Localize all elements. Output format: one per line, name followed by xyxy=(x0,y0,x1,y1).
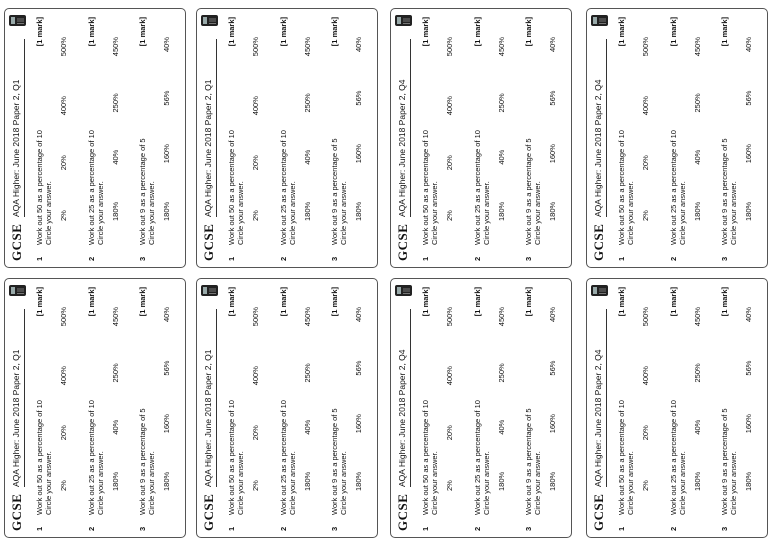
answer-option[interactable]: 2% xyxy=(251,480,260,491)
answer-option[interactable]: 160% xyxy=(162,414,171,434)
answer-option[interactable]: 400% xyxy=(251,96,260,116)
question-text: Work out 50 as a percentage of 10 xyxy=(617,400,626,515)
answer-option[interactable]: 250% xyxy=(497,363,506,383)
question-instruction: Circle your answer. xyxy=(533,451,542,515)
answer-option[interactable]: 20% xyxy=(641,425,650,441)
answer-option[interactable]: 40% xyxy=(354,307,363,323)
card-header xyxy=(395,285,413,531)
question-instruction: Circle your answer. xyxy=(482,451,491,515)
mark-label: [1 mark] xyxy=(279,17,288,47)
question-instruction: Circle your answer. xyxy=(44,181,53,245)
mark-label: [1 mark] xyxy=(473,17,482,47)
answer-option[interactable]: 180% xyxy=(111,201,120,221)
question-instruction: Circle your answer. xyxy=(678,181,687,245)
answer-options xyxy=(445,37,454,221)
answer-option[interactable]: 56% xyxy=(354,360,363,376)
answer-option[interactable]: 180% xyxy=(693,471,702,491)
answer-options xyxy=(744,37,753,221)
answer-options xyxy=(162,307,171,491)
answer-option[interactable]: 450% xyxy=(111,37,120,57)
answer-option[interactable]: 40% xyxy=(693,149,702,165)
question-number: 3 xyxy=(330,526,339,531)
question-number: 2 xyxy=(87,256,96,261)
question-instruction: Circle your answer. xyxy=(96,451,105,515)
answer-options xyxy=(641,307,650,491)
answer-options xyxy=(548,307,557,491)
answer-option[interactable]: 180% xyxy=(303,471,312,491)
card-header xyxy=(395,15,413,261)
answer-option[interactable]: 400% xyxy=(59,96,68,116)
mark-label: [1 mark] xyxy=(524,287,533,317)
answer-option[interactable]: 450% xyxy=(303,307,312,327)
question-text: Work out 25 as a percentage of 10 xyxy=(669,400,678,515)
answer-option[interactable]: 250% xyxy=(111,363,120,383)
question-card xyxy=(586,278,768,538)
answer-option[interactable]: 180% xyxy=(303,201,312,221)
question-text: Work out 25 as a percentage of 10 xyxy=(473,130,482,245)
answer-option[interactable]: 160% xyxy=(744,144,753,164)
answer-option[interactable]: 2% xyxy=(59,210,68,221)
mark-label: [1 mark] xyxy=(473,287,482,317)
calculator-icon xyxy=(591,285,608,296)
answer-option[interactable]: 40% xyxy=(693,419,702,435)
mark-label: [1 mark] xyxy=(720,287,729,317)
question-instruction: Circle your answer. xyxy=(44,451,53,515)
header-divider xyxy=(606,39,607,217)
question-instruction: Circle your answer. xyxy=(339,451,348,515)
answer-option[interactable]: 180% xyxy=(744,201,753,221)
answer-option[interactable]: 400% xyxy=(59,366,68,386)
question-instruction: Circle your answer. xyxy=(430,181,439,245)
answer-option[interactable]: 20% xyxy=(445,155,454,171)
question-number: 3 xyxy=(524,526,533,531)
question-instruction: Circle your answer. xyxy=(430,451,439,515)
question-instruction: Circle your answer. xyxy=(533,181,542,245)
answer-option[interactable]: 56% xyxy=(744,360,753,376)
answer-option[interactable]: 40% xyxy=(497,419,506,435)
answer-option[interactable]: 56% xyxy=(548,360,557,376)
header-divider xyxy=(216,309,217,487)
answer-option[interactable]: 2% xyxy=(445,480,454,491)
answer-option[interactable]: 40% xyxy=(354,37,363,53)
question-text: Work out 25 as a percentage of 10 xyxy=(473,400,482,515)
question-text: Work out 9 as a percentage of 5 xyxy=(524,408,533,515)
question-number: 2 xyxy=(279,526,288,531)
calculator-icon xyxy=(201,15,218,26)
question-instruction: Circle your answer. xyxy=(147,451,156,515)
header-divider xyxy=(24,39,25,217)
question-card xyxy=(4,278,186,538)
answer-option[interactable]: 40% xyxy=(497,149,506,165)
answer-option[interactable]: 180% xyxy=(162,471,171,491)
answer-option[interactable]: 500% xyxy=(251,307,260,327)
exam-source: AQA Higher: June 2018 Paper 2, Q4 xyxy=(397,79,407,217)
question-text: Work out 25 as a percentage of 10 xyxy=(279,400,288,515)
answer-option[interactable]: 400% xyxy=(641,96,650,116)
answer-option[interactable]: 20% xyxy=(59,425,68,441)
calculator-icon xyxy=(591,15,608,26)
question-number: 2 xyxy=(473,526,482,531)
question-text: Work out 50 as a percentage of 10 xyxy=(35,130,44,245)
mark-label: [1 mark] xyxy=(330,287,339,317)
answer-option[interactable]: 40% xyxy=(303,149,312,165)
question-number: 1 xyxy=(35,256,44,261)
question-instruction: Circle your answer. xyxy=(288,451,297,515)
header-divider xyxy=(410,309,411,487)
answer-option[interactable]: 160% xyxy=(354,144,363,164)
question-instruction: Circle your answer. xyxy=(729,181,738,245)
answer-option[interactable]: 160% xyxy=(548,414,557,434)
answer-option[interactable]: 40% xyxy=(744,37,753,53)
answer-option[interactable]: 180% xyxy=(548,201,557,221)
answer-option[interactable]: 500% xyxy=(641,307,650,327)
answer-option[interactable]: 450% xyxy=(497,307,506,327)
question-number: 2 xyxy=(279,256,288,261)
question-text: Work out 9 as a percentage of 5 xyxy=(138,138,147,245)
calculator-icon xyxy=(9,15,26,26)
mark-label: [1 mark] xyxy=(35,17,44,47)
answer-option[interactable]: 180% xyxy=(162,201,171,221)
answer-option[interactable]: 180% xyxy=(548,471,557,491)
answer-options xyxy=(354,37,363,221)
question-text: Work out 9 as a percentage of 5 xyxy=(330,408,339,515)
answer-option[interactable]: 2% xyxy=(445,210,454,221)
question-card xyxy=(586,8,768,268)
answer-option[interactable]: 180% xyxy=(497,201,506,221)
mark-label: [1 mark] xyxy=(138,287,147,317)
answer-option[interactable]: 450% xyxy=(111,307,120,327)
calculator-icon xyxy=(395,285,412,296)
answer-option[interactable]: 40% xyxy=(303,419,312,435)
question-number: 2 xyxy=(87,526,96,531)
question-instruction: Circle your answer. xyxy=(678,451,687,515)
answer-option[interactable]: 56% xyxy=(162,90,171,106)
card-header xyxy=(201,285,219,531)
answer-options xyxy=(445,307,454,491)
question-number: 3 xyxy=(720,526,729,531)
question-text: Work out 50 as a percentage of 10 xyxy=(421,400,430,515)
question-number: 3 xyxy=(720,256,729,261)
question-instruction: Circle your answer. xyxy=(288,181,297,245)
gcse-logo: GCSE xyxy=(591,493,606,531)
question-text: Work out 9 as a percentage of 5 xyxy=(524,138,533,245)
answer-option[interactable]: 20% xyxy=(641,155,650,171)
answer-option[interactable]: 450% xyxy=(693,37,702,57)
question-number: 2 xyxy=(669,526,678,531)
question-text: Work out 50 as a percentage of 10 xyxy=(227,130,236,245)
mark-label: [1 mark] xyxy=(720,17,729,47)
answer-options xyxy=(548,37,557,221)
question-text: Work out 9 as a percentage of 5 xyxy=(720,408,729,515)
answer-option[interactable]: 40% xyxy=(548,37,557,53)
gcse-logo: GCSE xyxy=(201,223,216,261)
calculator-icon xyxy=(395,15,412,26)
question-text: Work out 50 as a percentage of 10 xyxy=(421,130,430,245)
header-divider xyxy=(606,309,607,487)
answer-option[interactable]: 180% xyxy=(744,471,753,491)
question-instruction: Circle your answer. xyxy=(626,181,635,245)
question-number: 3 xyxy=(524,256,533,261)
question-instruction: Circle your answer. xyxy=(729,451,738,515)
answer-options xyxy=(354,307,363,491)
answer-option[interactable]: 250% xyxy=(111,93,120,113)
card-header xyxy=(9,285,27,531)
exam-source: AQA Higher: June 2018 Paper 2, Q1 xyxy=(11,349,21,487)
question-text: Work out 50 as a percentage of 10 xyxy=(227,400,236,515)
question-text: Work out 9 as a percentage of 5 xyxy=(330,138,339,245)
answer-option[interactable]: 180% xyxy=(111,471,120,491)
mark-label: [1 mark] xyxy=(227,287,236,317)
answer-option[interactable]: 56% xyxy=(744,90,753,106)
answer-options xyxy=(744,307,753,491)
gcse-logo: GCSE xyxy=(591,223,606,261)
answer-option[interactable]: 500% xyxy=(59,37,68,57)
calculator-icon xyxy=(9,285,26,296)
question-instruction: Circle your answer. xyxy=(626,451,635,515)
answer-option[interactable]: 2% xyxy=(641,480,650,491)
question-card xyxy=(196,278,378,538)
calculator-icon xyxy=(201,285,218,296)
answer-option[interactable]: 500% xyxy=(251,37,260,57)
question-card xyxy=(390,8,572,268)
answer-option[interactable]: 400% xyxy=(251,366,260,386)
question-text: Work out 25 as a percentage of 10 xyxy=(87,400,96,515)
question-text: Work out 9 as a percentage of 5 xyxy=(138,408,147,515)
answer-option[interactable]: 250% xyxy=(693,93,702,113)
answer-option[interactable]: 500% xyxy=(445,37,454,57)
mark-label: [1 mark] xyxy=(87,287,96,317)
answer-options xyxy=(162,37,171,221)
answer-option[interactable]: 160% xyxy=(548,144,557,164)
question-number: 3 xyxy=(138,256,147,261)
exam-source: AQA Higher: June 2018 Paper 2, Q4 xyxy=(397,349,407,487)
answer-option[interactable]: 40% xyxy=(548,307,557,323)
question-number: 3 xyxy=(330,256,339,261)
exam-source: AQA Higher: June 2018 Paper 2, Q4 xyxy=(593,79,603,217)
answer-option[interactable]: 400% xyxy=(641,366,650,386)
answer-option[interactable]: 2% xyxy=(641,210,650,221)
answer-options xyxy=(59,37,68,221)
answer-option[interactable]: 20% xyxy=(251,155,260,171)
answer-option[interactable]: 250% xyxy=(693,363,702,383)
card-header xyxy=(591,285,609,531)
question-text: Work out 25 as a percentage of 10 xyxy=(87,130,96,245)
answer-option[interactable]: 40% xyxy=(744,307,753,323)
question-number: 1 xyxy=(35,526,44,531)
answer-option[interactable]: 450% xyxy=(693,307,702,327)
gcse-logo: GCSE xyxy=(395,223,410,261)
answer-option[interactable]: 250% xyxy=(303,93,312,113)
answer-option[interactable]: 450% xyxy=(303,37,312,57)
answer-option[interactable]: 56% xyxy=(548,90,557,106)
answer-option[interactable]: 160% xyxy=(744,414,753,434)
answer-option[interactable]: 400% xyxy=(445,96,454,116)
answer-options xyxy=(693,37,702,221)
exam-source: AQA Higher: June 2018 Paper 2, Q4 xyxy=(593,349,603,487)
answer-option[interactable]: 40% xyxy=(111,149,120,165)
question-text: Work out 9 as a percentage of 5 xyxy=(720,138,729,245)
answer-option[interactable]: 180% xyxy=(693,201,702,221)
answer-option[interactable]: 180% xyxy=(354,471,363,491)
question-number: 1 xyxy=(421,256,430,261)
gcse-logo: GCSE xyxy=(201,493,216,531)
question-instruction: Circle your answer. xyxy=(96,181,105,245)
question-instruction: Circle your answer. xyxy=(147,181,156,245)
mark-label: [1 mark] xyxy=(617,17,626,47)
question-instruction: Circle your answer. xyxy=(482,181,491,245)
answer-options xyxy=(251,307,260,491)
exam-source: AQA Higher: June 2018 Paper 2, Q1 xyxy=(203,349,213,487)
mark-label: [1 mark] xyxy=(669,287,678,317)
answer-options xyxy=(497,307,506,491)
mark-label: [1 mark] xyxy=(421,287,430,317)
question-instruction: Circle your answer. xyxy=(236,451,245,515)
header-divider xyxy=(24,309,25,487)
question-number: 2 xyxy=(669,256,678,261)
answer-options xyxy=(641,37,650,221)
answer-option[interactable]: 180% xyxy=(354,201,363,221)
question-text: Work out 25 as a percentage of 10 xyxy=(279,130,288,245)
question-number: 3 xyxy=(138,526,147,531)
question-instruction: Circle your answer. xyxy=(236,181,245,245)
mark-label: [1 mark] xyxy=(669,17,678,47)
answer-options xyxy=(693,307,702,491)
mark-label: [1 mark] xyxy=(421,17,430,47)
question-number: 1 xyxy=(227,526,236,531)
question-text: Work out 25 as a percentage of 10 xyxy=(669,130,678,245)
answer-options xyxy=(303,307,312,491)
card-header xyxy=(9,15,27,261)
question-text: Work out 50 as a percentage of 10 xyxy=(617,130,626,245)
answer-option[interactable]: 40% xyxy=(162,307,171,323)
answer-options xyxy=(59,307,68,491)
question-instruction: Circle your answer. xyxy=(339,181,348,245)
mark-label: [1 mark] xyxy=(279,287,288,317)
card-header xyxy=(201,15,219,261)
header-divider xyxy=(216,39,217,217)
mark-label: [1 mark] xyxy=(617,287,626,317)
answer-options xyxy=(111,37,120,221)
mark-label: [1 mark] xyxy=(138,17,147,47)
question-card xyxy=(4,8,186,268)
answer-option[interactable]: 20% xyxy=(59,155,68,171)
answer-options xyxy=(111,307,120,491)
answer-option[interactable]: 40% xyxy=(111,419,120,435)
mark-label: [1 mark] xyxy=(330,17,339,47)
header-divider xyxy=(410,39,411,217)
answer-options xyxy=(251,37,260,221)
answer-option[interactable]: 56% xyxy=(354,90,363,106)
exam-source: AQA Higher: June 2018 Paper 2, Q1 xyxy=(11,79,21,217)
question-number: 1 xyxy=(421,526,430,531)
question-number: 1 xyxy=(617,526,626,531)
answer-options xyxy=(303,37,312,221)
answer-option[interactable]: 500% xyxy=(445,307,454,327)
answer-option[interactable]: 40% xyxy=(162,37,171,53)
answer-option[interactable]: 500% xyxy=(641,37,650,57)
mark-label: [1 mark] xyxy=(35,287,44,317)
question-text: Work out 50 as a percentage of 10 xyxy=(35,400,44,515)
gcse-logo: GCSE xyxy=(9,493,24,531)
mark-label: [1 mark] xyxy=(227,17,236,47)
answer-option[interactable]: 450% xyxy=(497,37,506,57)
answer-option[interactable]: 250% xyxy=(303,363,312,383)
answer-option[interactable]: 180% xyxy=(497,471,506,491)
mark-label: [1 mark] xyxy=(87,17,96,47)
answer-option[interactable]: 250% xyxy=(497,93,506,113)
answer-option[interactable]: 56% xyxy=(162,360,171,376)
gcse-logo: GCSE xyxy=(9,223,24,261)
answer-options xyxy=(497,37,506,221)
answer-option[interactable]: 500% xyxy=(59,307,68,327)
question-number: 1 xyxy=(617,256,626,261)
question-number: 1 xyxy=(227,256,236,261)
mark-label: [1 mark] xyxy=(524,17,533,47)
answer-option[interactable]: 20% xyxy=(445,425,454,441)
answer-option[interactable]: 2% xyxy=(59,480,68,491)
card-header xyxy=(591,15,609,261)
answer-option[interactable]: 20% xyxy=(251,425,260,441)
exam-source: AQA Higher: June 2018 Paper 2, Q1 xyxy=(203,79,213,217)
gcse-logo: GCSE xyxy=(395,493,410,531)
answer-option[interactable]: 160% xyxy=(354,414,363,434)
question-card xyxy=(196,8,378,268)
question-card xyxy=(390,278,572,538)
answer-option[interactable]: 160% xyxy=(162,144,171,164)
answer-option[interactable]: 400% xyxy=(445,366,454,386)
question-number: 2 xyxy=(473,256,482,261)
answer-option[interactable]: 2% xyxy=(251,210,260,221)
